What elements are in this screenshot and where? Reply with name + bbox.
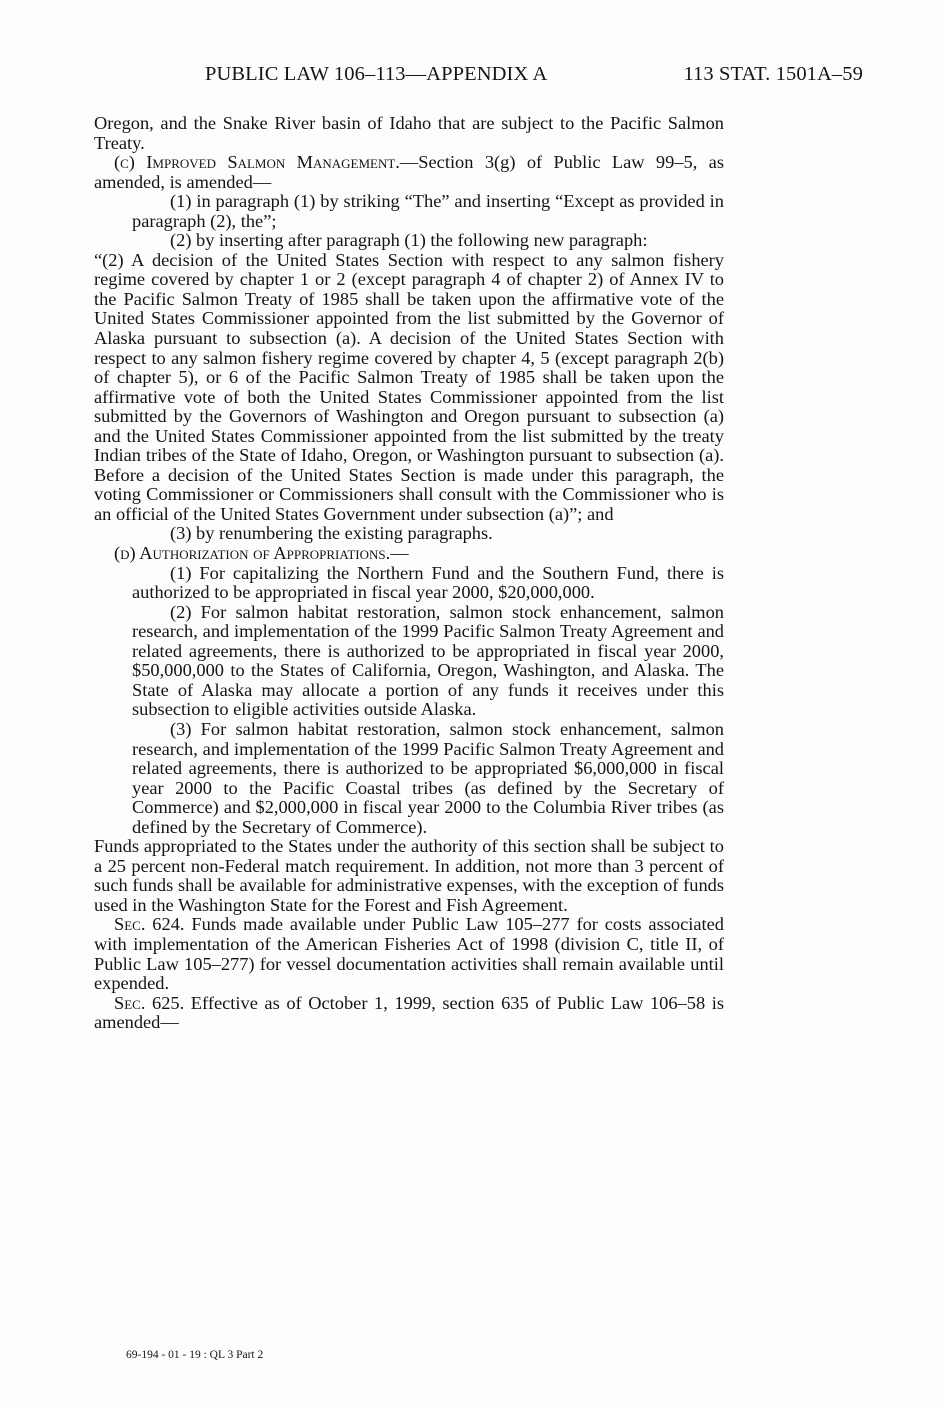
subsection-d	[94, 544, 724, 564]
subsection-d-text: —	[390, 543, 409, 564]
subsection-d-heading: (d) Authorization of Appropriations.	[114, 543, 391, 564]
print-job-code: 69-194 - 01 - 19 : QL 3 Part 2	[126, 1349, 264, 1361]
section-625	[94, 994, 724, 1033]
running-header	[205, 63, 865, 91]
section-624-text: Funds made available under Public Law 105–277 for costs associated with implementation of the American Fisheries Act of 1998 (division C, title II, of Public Law 105–277) for vessel documentation activities shall remain available until expended.	[94, 914, 724, 994]
paragraph-c-1: (1) in paragraph (1) by striking “The” and inserting “Except as provided in paragraph (2), the”;	[132, 191, 724, 231]
subsection-c-heading: (c) Improved Salmon Management.	[114, 152, 400, 173]
funds-match-paragraph: Funds appropriated to the States under the authority of this section shall be subject to a 25 percent non-Federal match requirement. In addition, not more than 3 percent of such funds shall be available for administrative expenses, with the exception of funds used in the Washington State for the Forest and Fish Agreement.	[94, 836, 724, 915]
quoted-new-paragraph: “(2) A decision of the United States Section with respect to any salmon fishery regime covered by chapter 1 or 2 (except paragraph 4 of chapter 2) of Annex IV to the Pacific Salmon Treaty of 1985 shall be taken upon the affirmative vote of the United States Commissioner appointed from the list submitted by the Governor of Alaska pursuant to subsection (a). A decision of the United States Section with respect to any salmon fishery regime covered by chapter 4, 5 (except paragraph 2(b) of chapter 5), or 6 of the Pacific Salmon Treaty of 1985 shall be taken upon the affirmative vote of both the United States Commissioner appointed from the list submitted by the Governors of Washington and Oregon pursuant to subsection (a) and the United States Commissioner appointed from the list submitted by the treaty Indian tribes of the State of Idaho, Oregon, or Washington pursuant to subsection (a). Before a decision of the United States Section is made under this paragraph, the voting Commissioner or Commissioners shall consult with the Commissioner who is an official of the United States Government under subsection (a)”; and	[94, 249, 724, 524]
subsection-c-text: —Section 3(g) of Public Law 99–5, as amended, is amended—	[94, 152, 724, 192]
section-624	[94, 915, 724, 993]
paragraph-d-1: (1) For capitalizing the Northern Fund and the Southern Fund, there is authorized to be appropriated in fiscal year 2000, $20,000,000.	[132, 562, 724, 603]
paragraph-continuation: Oregon, and the Snake River basin of Idaho that are subject to the Pacific Salmon Treaty.	[94, 113, 724, 153]
section-625-label: Sec. 625.	[114, 992, 185, 1013]
subsection-c	[94, 153, 724, 192]
section-624-label: Sec. 624.	[114, 914, 185, 935]
paragraph-d-3: (3) For salmon habitat restoration, salmon stock enhancement, salmon research, and implementation of the 1999 Pacific Salmon Treaty Agreement and related agreements, there is authorized to be appropriated $6,000,000 in fiscal year 2000 to the Pacific Coastal tribes (as defined by the Secretary of Commerce) and $2,000,000 in fiscal year 2000 to the Columbia River tribes (as defined by the Secretary of Commerce).	[132, 718, 724, 837]
law-title: PUBLIC LAW 106–113—APPENDIX A	[205, 63, 548, 85]
paragraph-c-2: (2) by inserting after paragraph (1) the following new paragraph:	[170, 230, 648, 251]
section-625-text: Effective as of October 1, 1999, section 635 of Public Law 106–58 is amended—	[94, 992, 725, 1033]
statute-page-number: 113 STAT. 1501A–59	[683, 63, 863, 85]
page-body	[94, 114, 724, 1033]
paragraph-c-3: (3) by renumbering the existing paragraphs.	[170, 523, 493, 544]
paragraph-d-2: (2) For salmon habitat restoration, salmon stock enhancement, salmon research, and implementation of the 1999 Pacific Salmon Treaty Agreement and related agreements, there is authorized to be appropriated in fiscal year 2000, $50,000,000 to the States of California, Oregon, Washington, and Alaska. The State of Alaska may allocate a portion of any funds it receives under this subsection to eligible activities outside Alaska.	[132, 601, 724, 720]
